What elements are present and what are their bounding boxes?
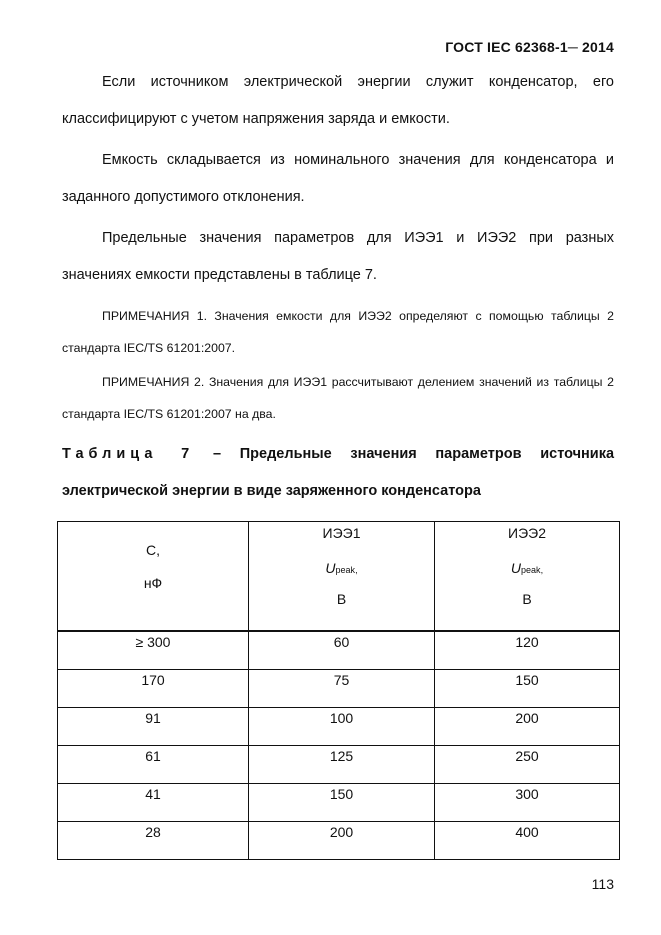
cell-capacitance: 28: [58, 822, 249, 860]
document-header: ГОСТ IEC 62368-1─ 2014: [445, 39, 614, 55]
note-2: ПРИМЕЧАНИЯ 2. Значения для ИЭЭ1 рассчитывают делением значений из таблицы 2 стандарта IEC/TS 61201:2007 на два.: [62, 375, 614, 421]
cell-iee2: 150: [435, 670, 620, 708]
header-iee2-unit: В: [522, 591, 532, 607]
paragraph-capacitance-definition: Емкость складывается из номинального значения для конденсатора и заданного допустимого отклонения.: [62, 152, 614, 205]
header-capacitance-unit: нФ: [143, 575, 163, 591]
table-row: [58, 708, 620, 746]
cell-iee1: 75: [249, 670, 435, 708]
note-1: ПРИМЕЧАНИЯ 1. Значения емкости для ИЭЭ2 определяют с помощью таблицы 2 стандарта IEC/TS 61201:2007.: [62, 309, 614, 355]
cell-capacitance: 41: [58, 784, 249, 822]
header-iee2: [435, 522, 620, 632]
paragraph-limit-values: Предельные значения параметров для ИЭЭ1 и ИЭЭ2 при разных значениях емкости представлены в таблице 7.: [62, 230, 614, 283]
cell-iee2: 200: [435, 708, 620, 746]
header-iee1-unit: В: [336, 591, 347, 607]
cell-iee2: 300: [435, 784, 620, 822]
cell-iee2: 400: [435, 822, 620, 860]
table-caption-label: Таблица 7: [62, 446, 195, 462]
cell-iee1: 60: [249, 631, 435, 670]
cell-capacitance: 170: [58, 670, 249, 708]
header-iee1-symbol: Upeak,: [325, 560, 358, 576]
page-number: 113: [591, 876, 614, 892]
header-capacitance-symbol: С,: [146, 542, 160, 558]
header-iee2-title: ИЭЭ2: [508, 525, 546, 541]
header-iee2-symbol: Upeak,: [510, 560, 544, 576]
cell-capacitance: 91: [58, 708, 249, 746]
table-row: [58, 670, 620, 708]
table-row: [58, 822, 620, 860]
header-iee1-title: ИЭЭ1: [322, 525, 361, 541]
table-row: [58, 784, 620, 822]
cell-capacitance: ≥ 300: [58, 631, 249, 670]
table-caption: [62, 436, 614, 509]
cell-iee1: 150: [249, 784, 435, 822]
cell-capacitance: 61: [58, 746, 249, 784]
cell-iee1: 100: [249, 708, 435, 746]
cell-iee2: 120: [435, 631, 620, 670]
header-iee1: [249, 522, 435, 632]
table-caption-text: – Предельные значения параметров источника электрической энергии в виде заряженного конденсатора: [62, 446, 615, 499]
table-row: [58, 746, 620, 784]
table-row: [58, 631, 620, 670]
header-capacitance: [58, 522, 249, 632]
cell-iee2: 250: [435, 746, 620, 784]
cell-iee1: 200: [249, 822, 435, 860]
cell-iee1: 125: [249, 746, 435, 784]
limits-table: [57, 521, 620, 860]
paragraph-capacitor-source: Если источником электрической энергии служит конденсатор, его классифицируют с учетом напряжения заряда и емкости.: [62, 74, 614, 127]
table-header-row: [58, 522, 620, 632]
